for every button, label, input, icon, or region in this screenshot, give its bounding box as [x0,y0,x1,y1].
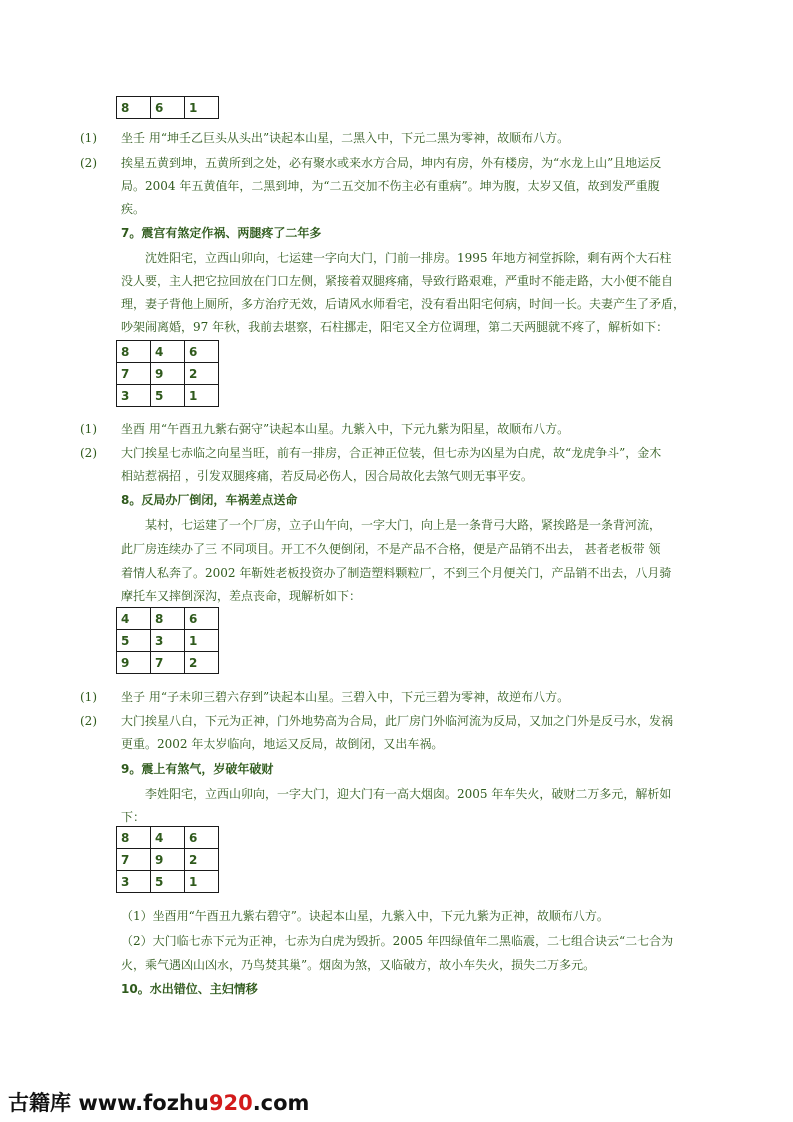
grid-row [117,608,219,630]
paragraph-line: 某村，七运建了一个厂房，立子山午向，一字大门，向上是一条背弓大路，紧挨路是一条背河流， [145,518,662,532]
nine-star-grid-8 [116,607,219,674]
grid-cell: 1 [185,385,219,407]
grid-cell: 6 [185,608,219,630]
item-text: 挨星五黄到坤，五黄所到之处，必有聚水或来水方合局，坤内有房，外有楼房，为“水龙上山”且地运反 [121,156,662,170]
grid-row [117,97,219,119]
grid-row [117,363,219,385]
grid-cell: 1 [185,871,219,893]
grid-row [117,385,219,407]
item-text: 大门挨星七赤临之向星当旺，前有一排房，合正神正位装，但七赤为凶星为白虎，故“龙虎争斗”，金木 [121,446,662,460]
nine-star-grid-7 [116,340,219,407]
note-line: （2）大门临七赤下元为正神，七赤为白虎为毁折。2005 年四绿值年二黑临震，二七组合诀云“二七合为 [121,934,674,948]
nine-star-grid-top [116,96,219,119]
paragraph-line: 摩托车又摔倒深沟，差点丧命，现解析如下： [121,589,362,603]
url-part: .com [252,1091,310,1115]
grid-row [117,827,219,849]
grid-cell: 8 [117,97,151,119]
item-text: 坐子 用“子未卯三碧六存到”诀起本山星。三碧入中，下元三碧为零神，故逆布八方。 [121,690,570,704]
grid-row [117,871,219,893]
note-line: （1）坐酉用“午酉丑九紫右碧守”。诀起本山星，九紫入中，下元九紫为正神，故顺布八方。 [121,909,609,923]
paragraph-line: 沈姓阳宅，立西山卯向，七运建一字向大门，门前一排房。1995 年地方祠堂拆除，剩有两个大石柱 [145,251,672,265]
grid-cell: 3 [117,871,151,893]
section-heading: 7。震宫有煞定作祸、两腿疼了二年多 [121,226,322,240]
grid-row [117,849,219,871]
grid-cell: 9 [151,363,185,385]
item-text: 相站惹祸招 ，引发双腿疼痛，若反局必伤人，因合局故化去煞气则无事平安。 [121,469,533,483]
grid-cell: 6 [151,97,185,119]
paragraph-line: 李姓阳宅，立西山卯向，一字大门，迎大门有一高大烟囱。2005 年车失火，破财二万多元，解析如 [145,787,672,801]
paragraph-line: 着情人私奔了。2002 年靳姓老板投资办了制造塑料颗粒厂，不到三个月便关门，产品销不出去，八月骑 [121,566,672,580]
grid-cell: 5 [117,630,151,652]
grid-cell: 1 [185,97,219,119]
grid-cell: 7 [151,652,185,674]
grid-cell: 2 [185,363,219,385]
grid-cell: 5 [151,385,185,407]
section-heading: 8。反局办厂倒闭，车祸差点送命 [121,493,298,507]
grid-cell: 4 [151,827,185,849]
grid-cell: 2 [185,652,219,674]
item-number: (2) [80,156,97,170]
grid-cell: 8 [151,608,185,630]
grid-cell: 6 [185,341,219,363]
item-text: 更重。2002 年太岁临向，地运又反局，故倒闭，又出车祸。 [121,737,444,751]
section-heading: 9。震上有煞气，岁破年破财 [121,762,274,776]
grid-cell: 7 [117,363,151,385]
grid-cell: 4 [151,341,185,363]
paragraph-line: 没人要，主人把它拉回放在门口左侧，紧接着双腿疼痛，导致行路艰难，严重时不能走路，大小便不能自 [121,274,674,288]
grid-cell: 5 [151,871,185,893]
item-number: (1) [80,131,97,145]
grid-cell: 4 [117,608,151,630]
item-text: 坐酉 用“午酉丑九紫右弼守”诀起本山星。九紫入中，下元九紫为阳星，故顺布八方。 [121,422,570,436]
grid-row [117,630,219,652]
grid-cell: 2 [185,849,219,871]
section-heading: 10。水出错位、主妇情移 [121,982,258,996]
paragraph-line: 理，妻子背他上厕所，多方治疗无效，后请风水师看宅，没有看出阳宅何病，时间一长。夫妻产生了矛盾， [121,297,686,311]
item-number: (2) [80,446,97,460]
grid-cell: 8 [117,827,151,849]
paragraph-line: 下： [121,810,146,824]
item-text: 坐壬 用“坤壬乙巨头从头出”诀起本山星，二黑入中，下元二黑为零神，故顺布八方。 [121,131,570,145]
paragraph-line: 吵架闹离婚，97 年秋，我前去堪察，石柱挪走，阳宅又全方位调理，第二天两腿就不疼了，解析如下： [121,320,669,334]
grid-cell: 7 [117,849,151,871]
url-part: www.fozhu [78,1091,209,1115]
item-number: (1) [80,690,97,704]
grid-cell: 8 [117,341,151,363]
site-watermark [8,1087,309,1117]
item-number: (1) [80,422,97,436]
nine-star-grid-9 [116,826,219,893]
paragraph-line: 此厂房连续办了三 不同项目。开工不久便倒闭，不是产品不合格，便是产品销不出去， 甚者老板带 领 [121,542,661,556]
item-text: 大门挨星八白，下元为正神，门外地势高为合局，此厂房门外临河流为反局，又加之门外是反弓水，发祸 [121,714,674,728]
item-text: 局。2004 年五黄值年，二黑到坤，为“二五交加不伤主必有重病”。坤为腹，太岁又值，故到发严重腹 [121,179,660,193]
note-line: 火，乘气遇凶山凶水，乃鸟焚其巢”。烟囱为煞，又临破方，故小车失火，损失二万多元。 [121,958,596,972]
grid-cell: 9 [151,849,185,871]
grid-cell: 9 [117,652,151,674]
url-number: 920 [208,1091,253,1115]
grid-row [117,341,219,363]
grid-cell: 3 [151,630,185,652]
grid-cell: 1 [185,630,219,652]
item-number: (2) [80,714,97,728]
item-text: 疾。 [121,202,146,216]
grid-cell: 6 [185,827,219,849]
grid-row [117,652,219,674]
grid-cell: 3 [117,385,151,407]
site-name: 古籍库 [8,1091,71,1115]
site-url [78,1091,309,1115]
